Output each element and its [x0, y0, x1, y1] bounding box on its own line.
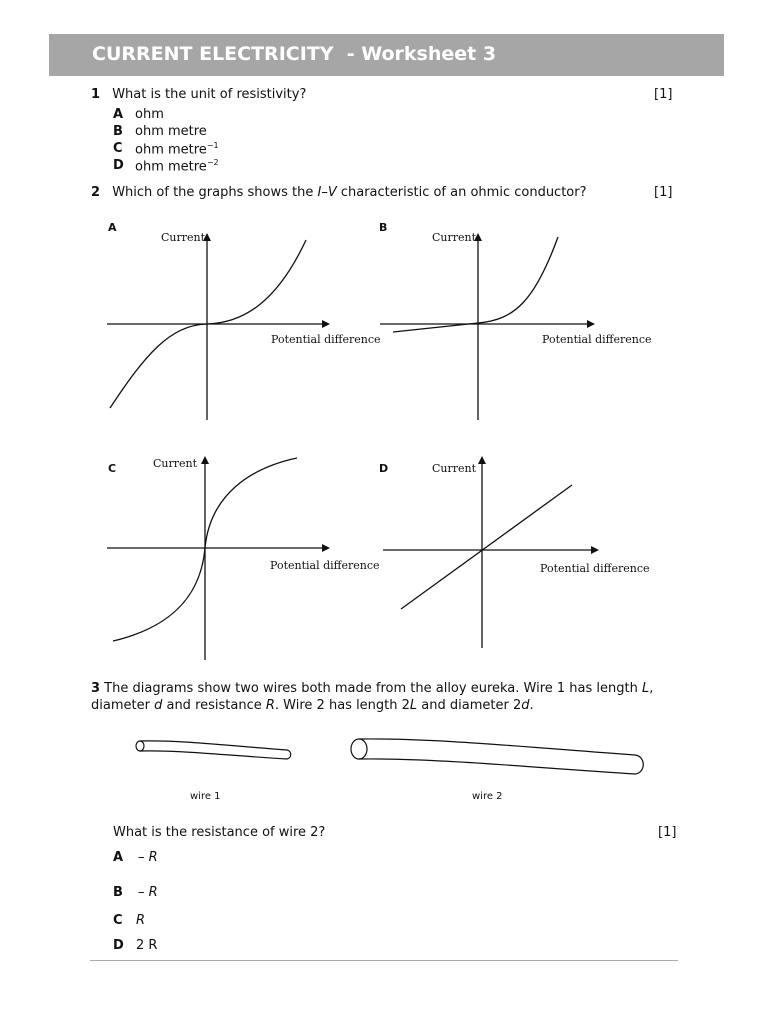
option-text: R: [136, 913, 146, 928]
graph-letter: A: [108, 221, 117, 234]
marks-label: [1]: [654, 185, 673, 200]
wire-1-diagram: [130, 735, 300, 765]
option-letter: C: [113, 913, 123, 928]
question-2: [91, 185, 587, 200]
graph-letter: B: [379, 221, 388, 234]
worksheet-title: CURRENT ELECTRICITY - Worksheet 3: [92, 43, 497, 65]
question-1: [91, 87, 306, 102]
x-axis-label: Potential difference: [540, 562, 650, 575]
y-axis-label: Current: [161, 231, 206, 244]
graph-b: [375, 215, 655, 425]
y-axis-label: Current: [432, 231, 477, 244]
footer-divider: [90, 960, 678, 961]
question-3-prompt: What is the resistance of wire 2?: [113, 825, 326, 840]
question-3-line-1: 3 The diagrams show two wires both made from the alloy eureka. Wire 1 has length L,: [91, 681, 654, 696]
question-text: Which of the graphs shows the I–V characteristic of an ohmic conductor?: [112, 185, 587, 200]
question-number: 1: [91, 87, 101, 102]
superscript: −2: [206, 158, 219, 167]
question-3-line-2: diameter d and resistance R. Wire 2 has length 2L and diameter 2d.: [91, 698, 534, 713]
option-text: – R: [138, 850, 158, 865]
option-text: 2 R: [136, 938, 158, 953]
graph-a: [100, 215, 380, 425]
option-letter: D: [113, 158, 124, 173]
option-letter: D: [113, 938, 124, 953]
question-number: 3: [91, 681, 101, 696]
worksheet-header: [49, 34, 724, 76]
question-number: 2: [91, 185, 101, 200]
option-letter: A: [113, 850, 124, 865]
graph-letter: C: [108, 462, 117, 475]
y-axis-label: Current: [153, 457, 198, 470]
wire-2-label: wire 2: [472, 791, 503, 802]
option-text: ohm metre$^{-2}$: [135, 158, 219, 175]
option-text: ohm metre$^{-1}$: [135, 141, 219, 158]
graph-c: [100, 450, 380, 665]
option-letter: C: [113, 141, 123, 156]
option-letter: A: [113, 107, 124, 122]
x-axis-label: Potential difference: [542, 333, 652, 346]
option-text: ohm metre: [135, 124, 207, 139]
graph-d: [375, 450, 655, 665]
marks-label: [1]: [658, 825, 677, 840]
x-axis-label: Potential difference: [270, 559, 380, 572]
question-text: What is the unit of resistivity?: [112, 87, 307, 102]
y-axis-label: Current: [432, 462, 477, 475]
wire-2-diagram: [345, 735, 655, 780]
x-axis-label: Potential difference: [271, 333, 381, 346]
graph-letter: D: [379, 462, 389, 475]
option-text: – R: [138, 885, 158, 900]
option-letter: B: [113, 124, 123, 139]
wire-1-label: wire 1: [190, 791, 221, 802]
marks-label: [1]: [654, 87, 673, 102]
superscript: −1: [206, 141, 219, 150]
option-letter: B: [113, 885, 123, 900]
option-text: ohm: [135, 107, 164, 122]
